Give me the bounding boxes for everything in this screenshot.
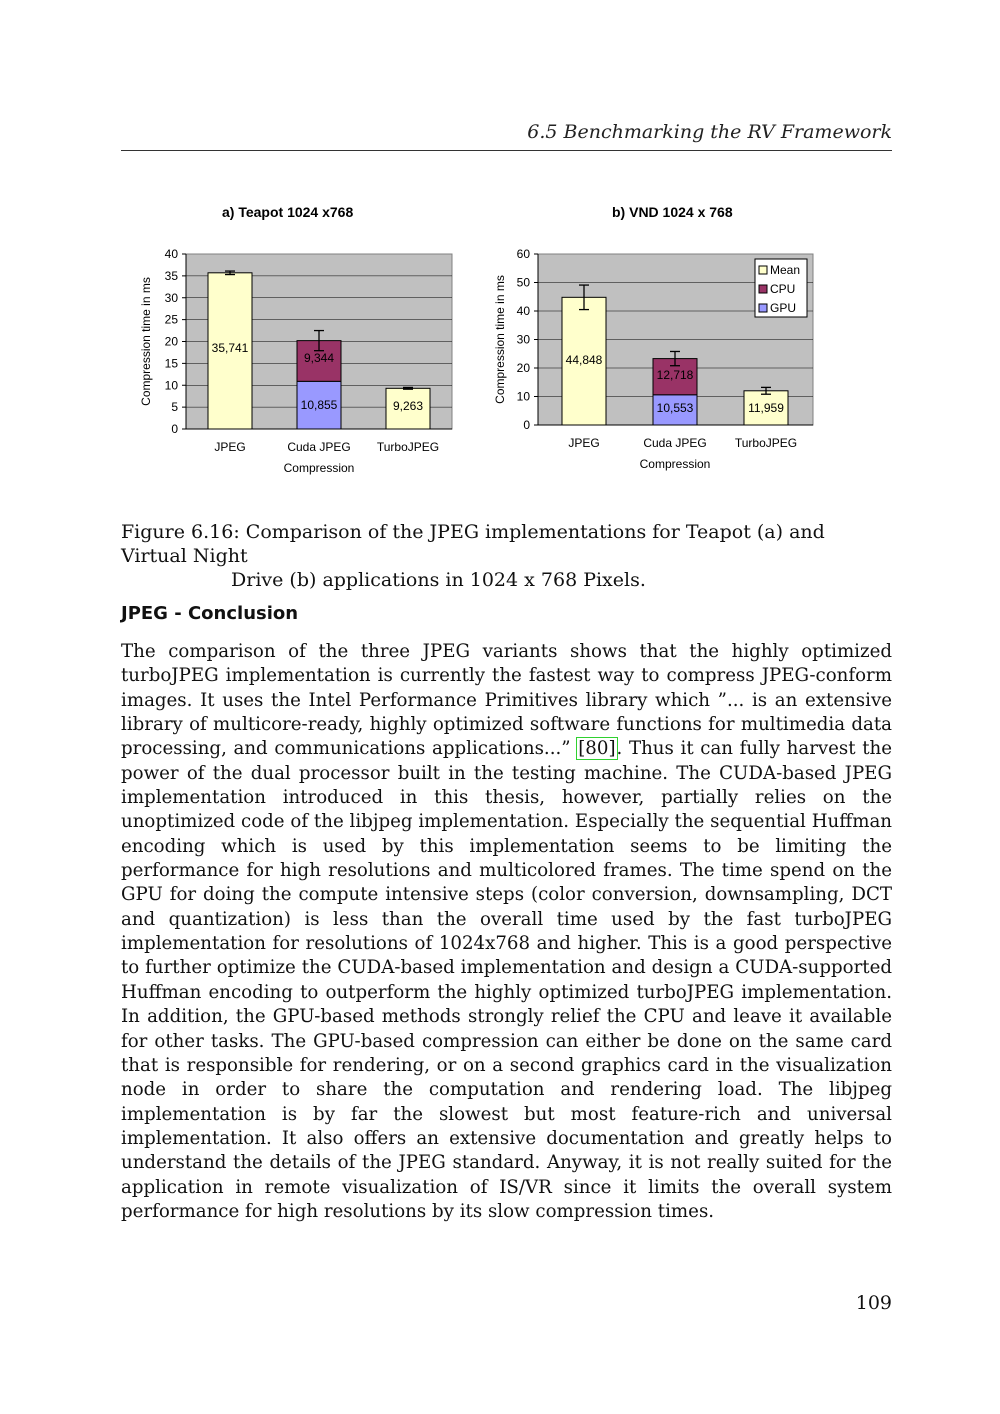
y-tick-label: 10 xyxy=(164,378,178,393)
body-part-2: . Thus it can fully harvest the power of the dual processor built in the testing machine. The CUDA-based JPEG implementation introduced in this thesis, however, partially relies on the unoptimized code of the libjpeg implementation. Especially the sequential Huffman encoding which is used by this implementation seems to be limiting the performance for high resolutions and multicolored frames. The time spend on the GPU for doing the compute intensive steps (color conversion, downsampling, DCT and quantization) is less than the overall time used by the fast turboJPEG implementation for resolutions of 1024x768 and higher. This is a good perspective to further optimize the CUDA-based implementation and design a CUDA-supported Huffman encoding to outperform the highly optimized turboJPEG implementation. In addition, the GPU-based methods strongly relief the CPU and leave it available for other tasks. The GPU-based compression can either be done on the same card that is responsible for rendering, or on a second graphics card in the visualization node in order to share the computation and rendering load. The libjpeg implementation is by far the slowest but most feature-rich and universal implementation. It also offers an extensive documentation and greatly helps to understand the details of the JPEG standard. Anyway, it is not really suited for the application in remote visualization of IS/VR since it limits the overall system performance for high resolutions by its slow compression times. xyxy=(121,738,892,1222)
category-label: Cuda JPEG xyxy=(287,440,351,454)
y-tick-label: 0 xyxy=(523,418,530,432)
y-axis-label: Compression time in ms xyxy=(139,277,153,406)
caption-line-1: Comparison of the JPEG implementations for Teapot (a) and Virtual Night xyxy=(121,521,825,567)
data-label: 10,553 xyxy=(656,401,694,415)
data-label: 10,855 xyxy=(300,398,338,413)
chart-b-title: b) VND 1024 x 768 xyxy=(612,204,733,220)
header-rule xyxy=(121,150,892,151)
data-label: 35,741 xyxy=(211,341,249,355)
y-tick-label: 30 xyxy=(164,290,178,305)
data-label: 9,263 xyxy=(392,399,424,413)
caption-label: Figure 6.16: xyxy=(121,521,240,543)
y-tick-label: 35 xyxy=(164,268,178,283)
y-tick-label: 40 xyxy=(164,247,178,261)
x-axis-label: Compression xyxy=(639,457,711,471)
legend-label: CPU xyxy=(770,282,796,296)
y-tick-label: 60 xyxy=(516,247,530,261)
running-header: 6.5 Benchmarking the RV Framework xyxy=(527,121,892,143)
data-label: 11,959 xyxy=(748,401,784,415)
category-label: Cuda JPEG xyxy=(643,436,707,450)
body-part-1: The comparison of the three JPEG variants shows that the highly optimized turboJPEG implementation is currently the fastest way to compress JPEG-conform images. It uses the Intel Performance Primitives library which ”... is an extensive library of multicore-ready, highly optimized software functions for multimedia data processing, and communications applications...” xyxy=(121,641,892,760)
citation-link[interactable]: [80] xyxy=(578,738,616,760)
y-tick-label: 10 xyxy=(516,389,530,404)
data-label: 12,718 xyxy=(656,368,694,382)
page-number: 109 xyxy=(855,1292,892,1314)
legend-swatch-mean xyxy=(759,266,767,274)
chart-a-title: a) Teapot 1024 x768 xyxy=(222,204,354,220)
legend-swatch-gpu xyxy=(759,304,767,312)
chart-b xyxy=(490,240,850,490)
y-tick-label: 15 xyxy=(164,356,178,371)
y-tick-label: 20 xyxy=(164,334,178,349)
y-tick-label: 25 xyxy=(164,312,178,327)
category-label: TurboJPEG xyxy=(376,440,440,454)
legend-swatch-cpu xyxy=(759,285,767,293)
data-label: 9,344 xyxy=(303,351,335,365)
legend-label: Mean xyxy=(770,263,801,277)
y-tick-label: 40 xyxy=(516,304,530,318)
data-label: 44,848 xyxy=(565,353,603,367)
section-heading: JPEG - Conclusion xyxy=(121,603,299,624)
y-axis-label: Compression time in ms xyxy=(493,275,507,404)
body-paragraph xyxy=(121,640,892,1224)
category-label: JPEG xyxy=(568,436,600,450)
legend-label: GPU xyxy=(770,301,797,315)
y-tick-label: 20 xyxy=(516,361,530,375)
category-label: JPEG xyxy=(214,440,246,454)
y-tick-label: 30 xyxy=(516,332,530,347)
y-tick-label: 50 xyxy=(516,275,530,290)
category-label: TurboJPEG xyxy=(734,436,798,450)
caption-line-2: Drive (b) applications in 1024 x 768 Pixels. xyxy=(231,569,646,591)
figure-caption xyxy=(121,520,893,592)
x-axis-label: Compression xyxy=(283,461,355,475)
y-tick-label: 5 xyxy=(171,400,178,415)
y-tick-label: 0 xyxy=(171,422,178,436)
